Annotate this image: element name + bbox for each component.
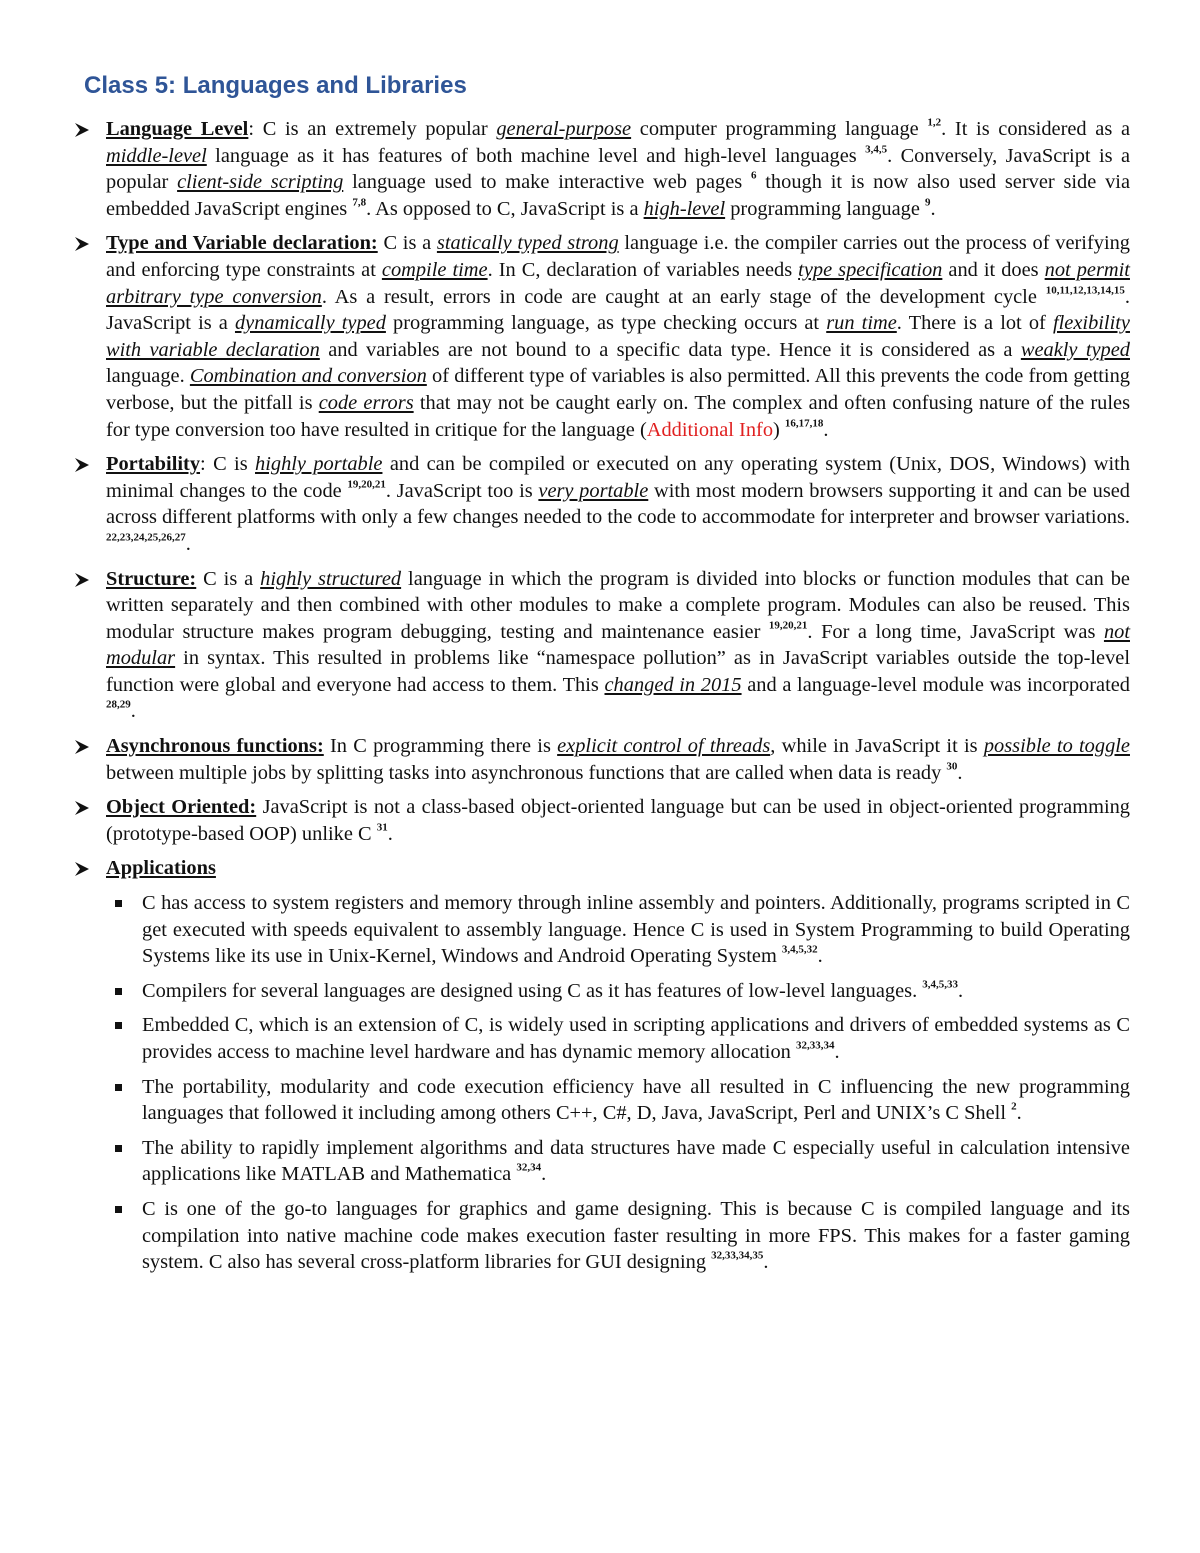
square-bullet-icon	[115, 900, 122, 907]
sub-list-item: Compilers for several languages are designed using C as it has features of low-level languages. $^{3,4,5,33}$.	[72, 978, 1130, 1005]
citation: 10,11,12,13,14,15	[1045, 284, 1125, 297]
section-label: Object Oriented:	[106, 796, 257, 819]
arrowhead-bullet-icon	[74, 236, 90, 252]
citation: 1,2	[927, 116, 942, 129]
list-item-structure: Structure: C is a highly structured language in which the program is divided into blocks or function modules that can be written separately and then combined with other modules to make a complete program. Modules can also be reused. This modular structure makes program debugging, testing and maintenance easier $^{19,20,21}$. For a long time, JavaScript was not modular in syntax. This resulted in problems like “namespace pollution” as in JavaScript variables outside the top-level function were global and everyone had access to them. This changed in 2015 and a language-level module was incorporated $^{28,29}$.	[72, 566, 1130, 726]
sub-list-item: C has access to system registers and memory through inline assembly and pointers. Additionally, programs scripted in C get executed with speeds equivalent to assembly language. Hence C is used in System Programming to build Operating Systems like its use in Unix-Kernel, Windows and Android Operating System $^{3,4,5,32}$.	[72, 890, 1130, 970]
emphasis: changed in 2015	[604, 673, 742, 696]
emphasis: statically typed strong	[436, 232, 619, 255]
page-title: Class 5: Languages and Libraries	[84, 72, 467, 99]
emphasis: flexibility with variable declaration	[106, 312, 1130, 361]
section-label: Applications	[106, 857, 216, 880]
section-label: Asynchronous functions:	[106, 735, 324, 758]
sub-list-item: The portability, modularity and code execution efficiency have all resulted in C influencing the new programming languages that followed it including among others C++, C#, D, Java, JavaScript, Perl and UNIX’s C Shell $^2$.	[72, 1074, 1130, 1127]
list-item-object-oriented: Object Oriented: JavaScript is not a class-based object-oriented language but can be used in object-oriented programming (prototype-based OOP) unlike C $^{31}$.	[72, 794, 1130, 847]
square-bullet-icon	[115, 1145, 122, 1152]
emphasis: possible to toggle	[983, 735, 1130, 758]
citation: 30	[946, 760, 958, 773]
square-bullet-icon	[115, 1084, 122, 1091]
emphasis: run time	[826, 312, 897, 335]
citation: 22,23,24,25,26,27	[106, 531, 186, 544]
citation: 28,29	[106, 699, 131, 712]
citation: 32,33,34	[795, 1039, 835, 1052]
citation: 3,4,5,32	[781, 943, 818, 956]
emphasis: client-side scripting	[177, 171, 344, 194]
emphasis: highly structured	[260, 567, 402, 590]
sub-list-item: The ability to rapidly implement algorithms and data structures have made C especially useful in calculation intensive applications like MATLAB and Mathematica $^{32,34}$.	[72, 1135, 1130, 1188]
additional-info-link[interactable]: Additional Info	[646, 418, 774, 441]
sub-list-item: Embedded C, which is an extension of C, is widely used in scripting applications and drivers of embedded systems as C provides access to machine level hardware and has dynamic memory allocation $^{32,33,34}$.	[72, 1012, 1130, 1065]
list-item-portability: Portability: C is highly portable and can be compiled or executed on any operating system (Unix, DOS, Windows) with minimal changes to the code $^{19,20,21}$. JavaScript too is very portable with most modern browsers supporting it and can be used across different platforms with only a few changes needed to the code to accommodate for interpreter and browser variations. $^{22,23,24,25,26,27}$.	[72, 451, 1130, 557]
square-bullet-icon	[115, 1022, 122, 1029]
emphasis: dynamically typed	[234, 312, 386, 335]
document-body	[72, 116, 1130, 1284]
emphasis: highly portable	[255, 453, 383, 476]
citation: 31	[376, 821, 388, 834]
list-item-type-declaration: Type and Variable declaration: C is a statically typed strong language i.e. the compiler carries out the process of verifying and enforcing type constraints at compile time. In C, declaration of variables needs type specification and it does not permit arbitrary type conversion. As a result, errors in code are caught at an early stage of the development cycle $^{10,11,12,13,14,15}$. JavaScript is a dynamically typed programming language, as type checking occurs at run time. There is a lot of flexibility with variable declaration and variables are not bound to a specific data type. Hence it is considered as a weakly typed language. Combination and conversion of different type of variables is also permitted. All this prevents the code from getting verbose, but the pitfall is code errors that may not be caught early on. The complex and often confusing nature of the rules for type conversion too have resulted in critique for the language (Additional Info) $^{16,17,18}$.	[72, 230, 1130, 443]
citation: 9	[925, 196, 931, 209]
emphasis: type specification	[798, 258, 943, 281]
emphasis: not modular	[106, 620, 1130, 670]
emphasis: middle-level	[106, 144, 207, 167]
citation: 32,33,34,35	[711, 1249, 764, 1262]
citation: 2	[1011, 1100, 1017, 1113]
citation: 16,17,18	[784, 417, 824, 430]
emphasis: general-purpose	[496, 118, 632, 140]
section-label: Language Level	[106, 118, 249, 140]
sub-list-item: C is one of the go-to languages for graphics and game designing. This is because C is compiled language and its compilation into native machine code makes execution faster resulting in more FPS. This makes for a faster gaming system. C also has several cross-platform libraries for GUI designing $^{32,33,34,35}$.	[72, 1196, 1130, 1276]
arrowhead-bullet-icon	[74, 122, 90, 138]
square-bullet-icon	[115, 1206, 122, 1213]
emphasis: code errors	[318, 391, 414, 414]
citation: 32,34	[516, 1162, 542, 1175]
citation: 6	[750, 169, 757, 182]
section-label: Type and Variable declaration:	[106, 232, 378, 255]
arrowhead-bullet-icon	[74, 457, 90, 473]
list-item-asynchronous: Asynchronous functions: In C programming there is explicit control of threads, while in JavaScript it is possible to toggle between multiple jobs by splitting tasks into asynchronous functions that are called when data is ready $^{30}$.	[72, 733, 1130, 786]
emphasis: very portable	[538, 479, 649, 502]
arrowhead-bullet-icon	[74, 739, 90, 755]
emphasis: Combination and conversion	[189, 365, 427, 388]
list-item-language-level: Language Level: C is an extremely popular general-purpose computer programming language $^{1,2}$. It is considered as a middle-level language as it has features of both machine level and high-level languages $^{3,4,5}$. Conversely, JavaScript is a popular client-side scripting language used to make interactive web pages $^6$ though it is now also used server side via embedded JavaScript engines $^{7,8}$. As opposed to C, JavaScript is a high-level programming language $^9$.	[72, 116, 1130, 222]
arrowhead-bullet-icon	[74, 861, 90, 877]
list-item-applications	[72, 855, 1130, 882]
emphasis: high-level	[643, 197, 726, 220]
emphasis: weakly typed	[1020, 338, 1130, 361]
citation: 7,8	[352, 196, 367, 209]
arrowhead-bullet-icon	[74, 572, 90, 588]
emphasis: not permit arbitrary type conversion	[106, 258, 1130, 308]
citation: 19,20,21	[347, 478, 386, 491]
square-bullet-icon	[115, 988, 122, 995]
citation: 19,20,21	[768, 619, 808, 632]
arrowhead-bullet-icon	[74, 800, 90, 816]
citation: 3,4,5,33	[922, 978, 959, 991]
emphasis: explicit control of threads	[557, 735, 771, 758]
citation: 3,4,5	[865, 143, 888, 156]
emphasis: compile time	[381, 258, 488, 281]
section-label: Portability	[106, 453, 201, 476]
section-label: Structure:	[106, 567, 197, 590]
